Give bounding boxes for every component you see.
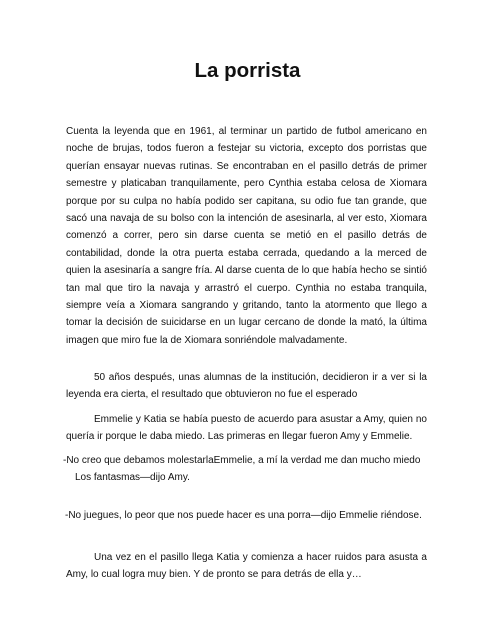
paragraph-hallway: Una vez en el pasillo llega Katia y comienza a hacer ruidos para asusta a Amy, lo cual logra muy bien. Y de pronto se para detrás de ella y… — [66, 552, 427, 581]
dialogue-amy-line2: Los fantasmas—dijo Amy. — [75, 472, 190, 484]
dialogue-amy-line1: -No creo que debamos molestarlaEmmelie, a mí la verdad me dan mucho miedo — [63, 455, 421, 466]
document-title: La porrista — [194, 59, 301, 82]
paragraph-fifty-years: 50 años después, unas alumnas de la institución, decidieron ir a ver si la leyenda era cierta, el resultado que obtuvieron no fue el esperado — [66, 372, 427, 401]
paragraph-emmelie-katia: Emmelie y Katia se había puesto de acuerdo para asustar a Amy, quien no quería ir porque le daba miedo. Las primeras en llegar fueron Amy y Emmelie. — [66, 414, 427, 443]
paragraph-legend: Cuenta la leyenda que en 1961, al terminar un partido de futbol americano en noche de brujas, todos fueron a festejar su victoria, excepto dos porristas que querían ensayar nuevas rutinas. Se encontraban en el pasillo detrás de primer semestre y platicaban tranquilamente, pero Cynthia estaba celosa de Xiomara porque por su culpa no había podido ser capitana, su odio fue tan grande, que sacó una navaja de su bolso con la intención de asesinarla, al ver esto, Xiomara comenzó a correr, pero sin darse cuenta se metió en el pasillo detrás de contabilidad, donde la otra puerta estaba cerrada, quedando a la merced de quien la asesinaría a sangre fría. Al darse cuenta de lo que había hecho se sintió tan mal que tiro la navaja y arrastró el cuerpo. Cynthia no estaba tranquila, siempre veía a Xiomara sangrando y gritando, tanto la atormento que llego a tomar la decisión de suicidarse en un lugar cercano de donde la mató, la última imagen que miro fue la de Xiomara sonriéndole malvadamente. — [66, 126, 427, 346]
paragraph-dialogue-emmelie: -No juegues, lo peor que nos puede hacer es una porra—dijo Emmelie riéndose. — [65, 510, 422, 521]
paragraph-dialogue-amy — [63, 452, 431, 487]
